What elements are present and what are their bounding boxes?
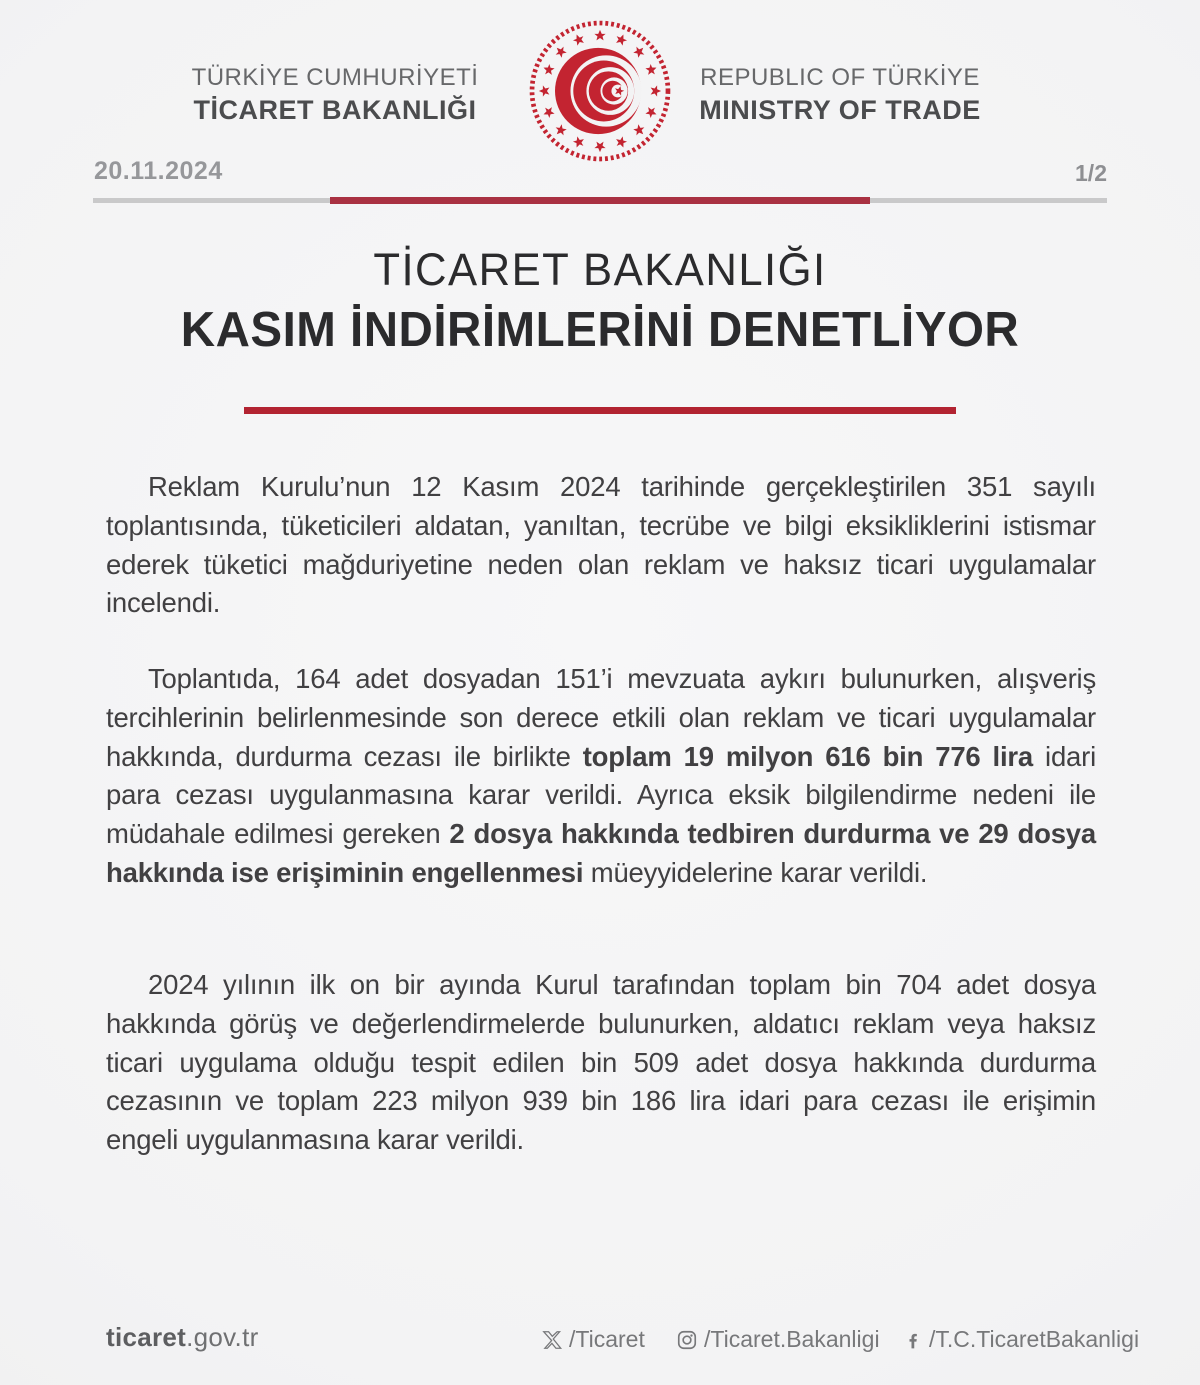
header-org-turkish-line2: TİCARET BAKANLIĞI: [193, 95, 477, 125]
website-url-bold: ticaret: [106, 1322, 187, 1352]
social-handle-facebook-label: /T.C.TicaretBakanligi: [929, 1326, 1140, 1352]
social-handle-instagram: [676, 1326, 880, 1353]
x-icon: [541, 1329, 563, 1351]
header-org-english-line1: REPUBLIC OF TÜRKİYE: [700, 64, 980, 91]
instagram-icon: [676, 1329, 698, 1351]
page-title-line1: TİCARET BAKANLIĞI: [373, 244, 827, 295]
header-divider-accent: [330, 197, 870, 204]
social-handle-instagram-label: /Ticaret.Bakanligi: [704, 1326, 880, 1352]
social-handle-facebook: [903, 1326, 1139, 1353]
header-org-english: [650, 64, 1030, 126]
title-underline: [244, 407, 956, 414]
website-url-suffix: .gov.tr: [186, 1322, 259, 1352]
page-title: [0, 244, 1200, 358]
social-handle-x: [541, 1326, 645, 1353]
website-url: [106, 1322, 259, 1353]
page-indicator: 1/2: [1075, 160, 1107, 186]
header-org-turkish: [120, 64, 550, 126]
page-title-line2: KASIM İNDİRİMLERİNİ DENETLİYOR: [180, 303, 1020, 357]
header-divider: [93, 198, 1107, 203]
date-label: 20.11.2024: [94, 157, 223, 185]
paragraph-2: Toplantıda, 164 adet dosyadan 151’i mevzuata aykırı bulunurken, alışveriş tercihlerinin belirlenmesinde son derece etkili olan reklam ve ticari uygulamalar hakkında, durdurma cezası ile birlikte toplam 19 milyon 616 bin 776 lira idari para cezası uygulanmasına karar verildi. Ayrıca eksik bilgilendirme nedeni ile müdahale edilmesi gereken 2 dosya hakkında tedbiren durdurma ve 29 dosya hakkında ise erişiminin engellenmesi müeyyidelerine karar verildi.: [106, 663, 1096, 888]
social-handle-x-label: /Ticaret: [569, 1326, 645, 1352]
header-org-english-line2: MINISTRY OF TRADE: [699, 95, 981, 125]
paragraph-3: 2024 yılının ilk on bir ayında Kurul tarafından toplam bin 704 adet dosya hakkında görüş ve değerlendirmelerde bulunurken, aldatıcı reklam veya haksız ticari uygulama olduğu tespit edilen bin 509 adet dosya hakkında durdurma cezasının ve toplam 223 milyon 939 bin 186 lira idari para cezası ile erişimin engeli uygulanmasına karar verildi.: [106, 969, 1096, 1156]
facebook-icon: [903, 1329, 923, 1351]
paragraph-1: Reklam Kurulu’nun 12 Kasım 2024 tarihinde gerçekleştirilen 351 sayılı toplantısında, tüketicileri aldatan, yanıltan, tecrübe ve bilgi eksikliklerini istismar ederek tüketici mağduriyetine neden olan reklam ve haksız ticari uygulamalar incelendi.: [106, 471, 1096, 619]
header-org-turkish-line1: TÜRKİYE CUMHURİYETİ: [191, 64, 479, 91]
